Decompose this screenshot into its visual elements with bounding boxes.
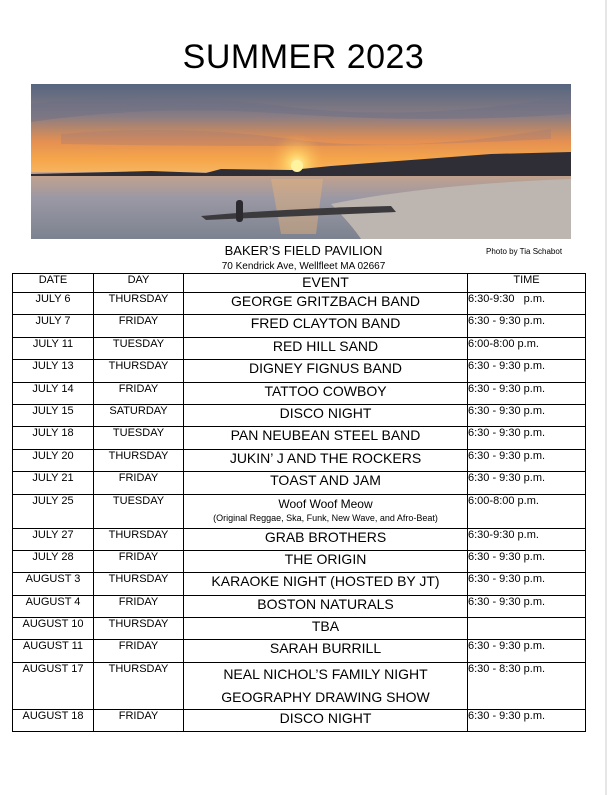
cell-day: THURSDAY	[94, 528, 184, 550]
cell-event	[184, 494, 468, 528]
cell-day: THURSDAY	[94, 360, 184, 382]
photo-credit: Photo by Tia Schabot	[486, 247, 563, 256]
cell-event: JUKIN’ J AND THE ROCKERS	[184, 449, 468, 471]
cell-day: FRIDAY	[94, 315, 184, 337]
table-row	[13, 382, 586, 404]
table-row	[13, 618, 586, 640]
cell-date: JULY 14	[13, 382, 94, 404]
table-row	[13, 360, 586, 382]
cell-date: JULY 28	[13, 550, 94, 572]
sunset-beach-photo	[31, 84, 571, 239]
cell-date: JULY 11	[13, 337, 94, 359]
cell-time: 6:30 - 9:30 p.m.	[468, 472, 586, 494]
cell-date: JULY 18	[13, 427, 94, 449]
cell-day: FRIDAY	[94, 595, 184, 617]
cell-date: JULY 25	[13, 494, 94, 528]
cell-event: THE ORIGIN	[184, 550, 468, 572]
cell-date: AUGUST 11	[13, 640, 94, 662]
table-row	[13, 337, 586, 359]
cell-date: JULY 20	[13, 449, 94, 471]
cell-event: TOAST AND JAM	[184, 472, 468, 494]
cell-day: TUESDAY	[94, 494, 184, 528]
cell-event: FRED CLAYTON BAND	[184, 315, 468, 337]
cell-date: AUGUST 17	[13, 662, 94, 709]
cell-time: 6:30 - 9:30 p.m.	[468, 404, 586, 426]
header-day: DAY	[94, 274, 184, 293]
cell-event: DISCO NIGHT	[184, 404, 468, 426]
cell-time: 6:30 - 8:30 p.m.	[468, 662, 586, 709]
cell-event: GEORGE GRITZBACH BAND	[184, 293, 468, 315]
cell-date: JULY 13	[13, 360, 94, 382]
cell-time: 6:30-9:30 p.m.	[468, 528, 586, 550]
cell-time: 6:30 - 9:30 p.m.	[468, 427, 586, 449]
venue-address: 70 Kendrick Ave, Wellfleet MA 02667	[221, 261, 386, 272]
table-row	[13, 494, 586, 528]
table-row	[13, 595, 586, 617]
cell-time: 6:30 - 9:30 p.m.	[468, 573, 586, 595]
table-row	[13, 640, 586, 662]
cell-event: BOSTON NATURALS	[184, 595, 468, 617]
header-date: DATE	[13, 274, 94, 293]
cell-day: TUESDAY	[94, 337, 184, 359]
cell-event: KARAOKE NIGHT (HOSTED BY JT)	[184, 573, 468, 595]
cell-day: TUESDAY	[94, 427, 184, 449]
table-header-row	[13, 274, 586, 293]
cell-date: AUGUST 18	[13, 709, 94, 731]
venue-name: BAKER’S FIELD PAVILION	[224, 243, 383, 258]
cell-day: FRIDAY	[94, 550, 184, 572]
cell-date: AUGUST 4	[13, 595, 94, 617]
cell-time: 6:30 - 9:30 p.m.	[468, 709, 586, 731]
cell-event	[184, 662, 468, 709]
event-line-2: GEOGRAPHY DRAWING SHOW	[221, 688, 430, 705]
cell-date: AUGUST 3	[13, 573, 94, 595]
cell-day: FRIDAY	[94, 709, 184, 731]
cell-time: 6:30 - 9:30 p.m.	[468, 360, 586, 382]
event-line-1: NEAL NICHOL’S FAMILY NIGHT	[223, 665, 428, 682]
schedule-table	[12, 273, 586, 732]
cell-date: JULY 7	[13, 315, 94, 337]
header-event: EVENT	[184, 274, 468, 293]
cell-time: 6:30-9:30 p.m.	[468, 293, 586, 315]
cell-date: JULY 6	[13, 293, 94, 315]
event-title: Woof Woof Meow	[278, 496, 373, 511]
cell-event: TATTOO COWBOY	[184, 382, 468, 404]
table-row	[13, 427, 586, 449]
table-row	[13, 472, 586, 494]
cell-event: DIGNEY FIGNUS BAND	[184, 360, 468, 382]
table-row	[13, 404, 586, 426]
cell-time: 6:30 - 9:30 p.m.	[468, 595, 586, 617]
table-row	[13, 293, 586, 315]
cell-day: THURSDAY	[94, 618, 184, 640]
table-row	[13, 449, 586, 471]
cell-time: 6:30 - 9:30 p.m.	[468, 550, 586, 572]
cell-time: 6:30 - 9:30 p.m.	[468, 640, 586, 662]
cell-time	[468, 618, 586, 640]
cell-event: DISCO NIGHT	[184, 709, 468, 731]
table-row	[13, 550, 586, 572]
cell-day: FRIDAY	[94, 472, 184, 494]
cell-time: 6:30 - 9:30 p.m.	[468, 315, 586, 337]
table-row	[13, 709, 586, 731]
cell-event: GRAB BROTHERS	[184, 528, 468, 550]
cell-event: TBA	[184, 618, 468, 640]
cell-day: THURSDAY	[94, 573, 184, 595]
table-row	[13, 528, 586, 550]
cell-date: JULY 21	[13, 472, 94, 494]
table-row	[13, 315, 586, 337]
cell-time: 6:00-8:00 p.m.	[468, 494, 586, 528]
cell-day: THURSDAY	[94, 449, 184, 471]
cell-time: 6:30 - 9:30 p.m.	[468, 449, 586, 471]
page-title: SUMMER 2023	[182, 38, 425, 76]
cell-date: AUGUST 10	[13, 618, 94, 640]
cell-day: THURSDAY	[94, 293, 184, 315]
cell-day: FRIDAY	[94, 640, 184, 662]
cell-event: PAN NEUBEAN STEEL BAND	[184, 427, 468, 449]
cell-day: FRIDAY	[94, 382, 184, 404]
table-row	[13, 573, 586, 595]
cell-date: JULY 15	[13, 404, 94, 426]
cell-day: THURSDAY	[94, 662, 184, 709]
cell-event: RED HILL SAND	[184, 337, 468, 359]
cell-date: JULY 27	[13, 528, 94, 550]
event-subtitle: (Original Reggae, Ska, Funk, New Wave, and Afro-Beat)	[213, 512, 438, 523]
cell-time: 6:00-8:00 p.m.	[468, 337, 586, 359]
header-time: TIME	[468, 274, 586, 293]
cell-day: SATURDAY	[94, 404, 184, 426]
cell-time: 6:30 - 9:30 p.m.	[468, 382, 586, 404]
table-row	[13, 662, 586, 709]
cell-event: SARAH BURRILL	[184, 640, 468, 662]
